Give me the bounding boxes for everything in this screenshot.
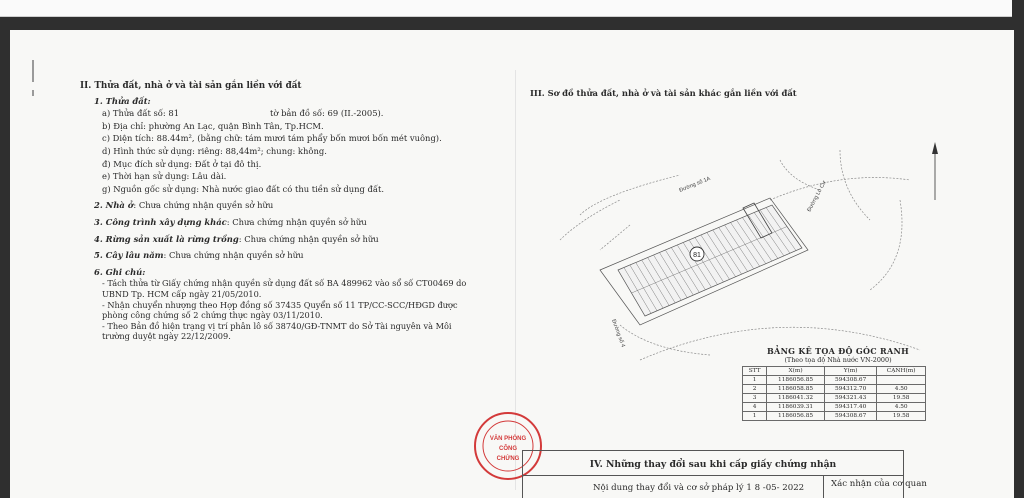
construction-row: 3. Công trình xây dựng khác: Chưa chứng nhận quyền sở hữu: [94, 216, 367, 227]
parcel-marker-label: 81: [693, 252, 701, 259]
table-cell: 1186039.31: [767, 403, 825, 412]
table-row: [743, 403, 926, 412]
note-1: - Tách thửa từ Giấy chứng nhận quyền sử dụng đất số BA 489962 vào sổ số CT00469 do UBND Tp. HCM cấp ngày 21/05/2010.: [102, 278, 467, 299]
map-sheet: tờ bản đồ số: 69 (II.-2005).: [270, 108, 384, 119]
street-label: Đường Lô Cư: [806, 179, 828, 213]
table-cell: 1186056.85: [767, 412, 825, 421]
road-edge: [580, 175, 680, 215]
table-cell: 3: [743, 394, 767, 403]
coordinate-table-block: [738, 346, 938, 421]
parcel-line: [102, 107, 500, 120]
forest-row: 4. Rừng sản xuất là rừng trồng: Chưa chứng nhận quyền sở hữu: [94, 233, 379, 244]
changes-section: [522, 450, 927, 498]
table-cell: 594312.70: [824, 385, 876, 394]
table-cell: 4: [743, 403, 767, 412]
road-edge: [840, 150, 870, 220]
svg-text:VĂN PHÒNG: VĂN PHÒNG: [489, 436, 527, 442]
coordinate-table-title: BẢNG KÊ TỌA ĐỘ GÓC RANH: [767, 346, 909, 356]
table-cell: 594321.43: [824, 394, 876, 403]
section-title: III. Sơ đồ thửa đất, nhà ở và tài sản khác gắn liền với đất: [530, 88, 797, 98]
table-cell: 1186056.85: [767, 376, 825, 385]
table-cell: 1186041.32: [767, 394, 825, 403]
coordinate-table-subtitle: (Theo tọa độ Nhà nước VN-2000): [784, 356, 892, 364]
street-label: Đường số 1A: [678, 175, 712, 194]
table-cell: 594308.67: [824, 412, 876, 421]
column-header: CẠNH(m): [877, 367, 926, 376]
use-term: e) Thời hạn sử dụng: Lâu dài.: [102, 171, 227, 182]
changes-column-confirmation: Xác nhận của cơ quan: [831, 479, 927, 489]
table-cell: 19.58: [877, 412, 926, 421]
section-land-info: [80, 80, 500, 342]
road-edge: [780, 160, 820, 190]
notes-heading: 6. Ghi chú:: [94, 266, 146, 277]
road-edge: [560, 200, 620, 240]
table-row: [743, 385, 926, 394]
road-edge: [870, 200, 902, 290]
table-cell: [877, 376, 926, 385]
area: c) Diện tích: 88.44m², (bằng chữ: tám mươi tám phẩy bốn mươi bốn mét vuông).: [102, 133, 442, 144]
table-cell: 19.58: [877, 394, 926, 403]
perennial-row: 5. Cây lâu năm: Chưa chứng nhận quyền sở hữu: [94, 250, 304, 261]
column-header: STT: [743, 367, 767, 376]
table-cell: 1186058.85: [767, 385, 825, 394]
block-inner: [618, 205, 802, 316]
coordinate-table: [742, 366, 926, 421]
table-header-row: [743, 367, 926, 376]
column-header: X(m): [767, 367, 825, 376]
use-purpose: đ) Mục đích sử dụng: Đất ở tại đô thị.: [102, 158, 262, 169]
north-arrow: [932, 142, 938, 200]
note-2: - Nhận chuyển nhượng theo Hợp đồng số 37435 Quyển số 11 TP/CC-SCC/HĐGD được phòng công chứng số 2 chứng thực ngày 03/11/2010.: [102, 299, 458, 321]
house-row: 2. Nhà ở: Chưa chứng nhận quyền sở hữu: [94, 200, 274, 211]
table-cell: 1: [743, 412, 767, 421]
section-title: IV. Những thay đổi sau khi cấp giấy chứng nhận: [589, 459, 837, 470]
street-label: Đường số 4: [610, 318, 626, 349]
previous-page-edge: [0, 0, 1012, 17]
table-cell: 594308.67: [824, 376, 876, 385]
table-row: [743, 412, 926, 421]
table-cell: 4.50: [877, 403, 926, 412]
table-cell: 2: [743, 385, 767, 394]
binding-mark: [32, 60, 34, 82]
certificate-page: [10, 30, 1014, 498]
table-cell: 1: [743, 376, 767, 385]
road-edge: [770, 178, 910, 201]
land-heading: 1. Thửa đất:: [94, 95, 151, 106]
parcel-map-drawing: [540, 120, 950, 370]
table-cell: 594317.40: [824, 403, 876, 412]
table-cell: 4.50: [877, 385, 926, 394]
road-edge: [600, 225, 630, 250]
svg-text:CÔNG: CÔNG: [499, 446, 517, 452]
svg-text:CHỨNG: CHỨNG: [496, 456, 520, 462]
section-title: II. Thửa đất, nhà ở và tài sản gắn liền với đất: [80, 81, 302, 91]
use-origin: g) Nguồn gốc sử dụng: Nhà nước giao đất có thu tiền sử dụng đất.: [102, 183, 385, 194]
parcel-map: [540, 120, 950, 370]
parcel-number: a) Thửa đất số: 81: [102, 108, 180, 119]
table-row: [743, 376, 926, 385]
binding-mark: [32, 90, 34, 96]
use-form: d) Hình thức sử dụng: riêng: 88,44m²; chung: không.: [102, 145, 327, 156]
changes-column-content: Nội dung thay đổi và cơ sở pháp lý 1 8 -05- 2022: [593, 483, 805, 493]
table-row: [743, 394, 926, 403]
column-header: Y(m): [824, 367, 876, 376]
note-3: - Theo Bản đồ hiện trạng vị trí phân lô số 38740/GĐ-TNMT do Sở Tài nguyên và Môi trường duyệt ngày 22/12/2009.: [102, 320, 452, 342]
address: b) Địa chỉ: phường An Lạc, quận Bình Tân, Tp.HCM.: [102, 120, 324, 131]
